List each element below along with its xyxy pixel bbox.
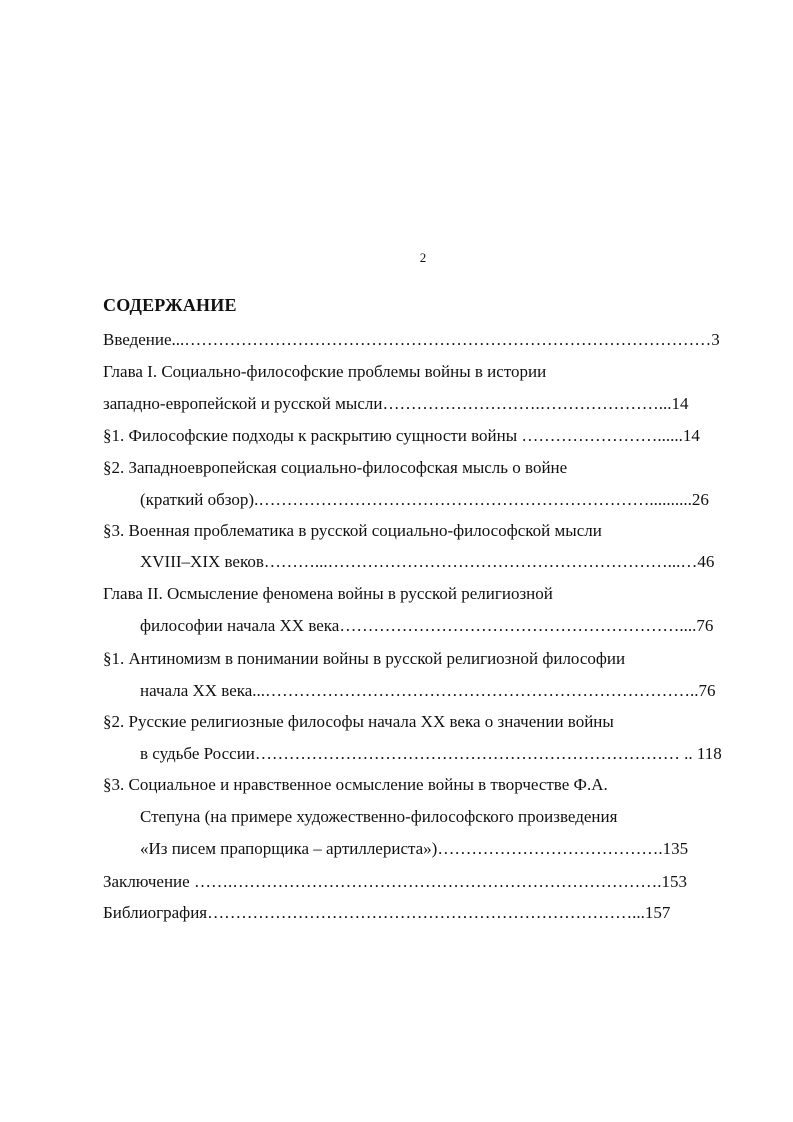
toc-title: СОДЕРЖАНИЕ bbox=[103, 295, 237, 315]
toc-entry: §1. Антиномизм в понимании войны в русской религиозной философии bbox=[103, 649, 626, 668]
toc-entry: §2. Русские религиозные философы начала XX века о значении войны bbox=[103, 712, 614, 731]
toc-entry: «Из писем прапорщика – артиллериста»)………………………………….135 bbox=[140, 839, 689, 858]
toc-entry: западно-европейской и русской мысли……………………….…………………...14 bbox=[103, 394, 689, 413]
toc-entry: §1. Философские подходы к раскрытию сущности войны ……………………......14 bbox=[103, 426, 700, 445]
toc-entry: Степуна (на примере художественно-философского произведения bbox=[140, 807, 618, 826]
toc-entry: в судьбе России………………………………………………………………… .. 118 bbox=[140, 744, 722, 763]
toc-entry: Глава II. Осмысление феномена войны в русской религиозной bbox=[103, 584, 553, 603]
toc-entry: Библиография…………………………………………………………………...157 bbox=[103, 903, 671, 922]
toc-entry: Заключение …….………………………………………………………………….153 bbox=[103, 872, 687, 891]
toc-entry: §2. Западноевропейская социально-философская мысль о войне bbox=[103, 458, 568, 477]
toc-entry: Глава I. Социально-философские проблемы войны в истории bbox=[103, 362, 547, 381]
toc-entry: Введение...…………………………………………………………………………………3 bbox=[103, 330, 720, 349]
toc-entry: (краткий обзор).……………………………………………………………..........26 bbox=[140, 490, 709, 509]
toc-entry: §3. Социальное и нравственное осмысление войны в творчестве Ф.А. bbox=[103, 775, 608, 794]
toc-entry: §3. Военная проблематика в русской социально-философской мысли bbox=[103, 521, 602, 540]
toc-entry: философии начала XX века……………………………………………………....76 bbox=[140, 616, 714, 635]
page-number: 2 bbox=[419, 250, 427, 265]
toc-entry: начала XX века...…………………………………………………………………..76 bbox=[140, 681, 716, 700]
toc-entry: XVIII–XIX веков………...……………………………………………………...…46 bbox=[140, 552, 715, 571]
